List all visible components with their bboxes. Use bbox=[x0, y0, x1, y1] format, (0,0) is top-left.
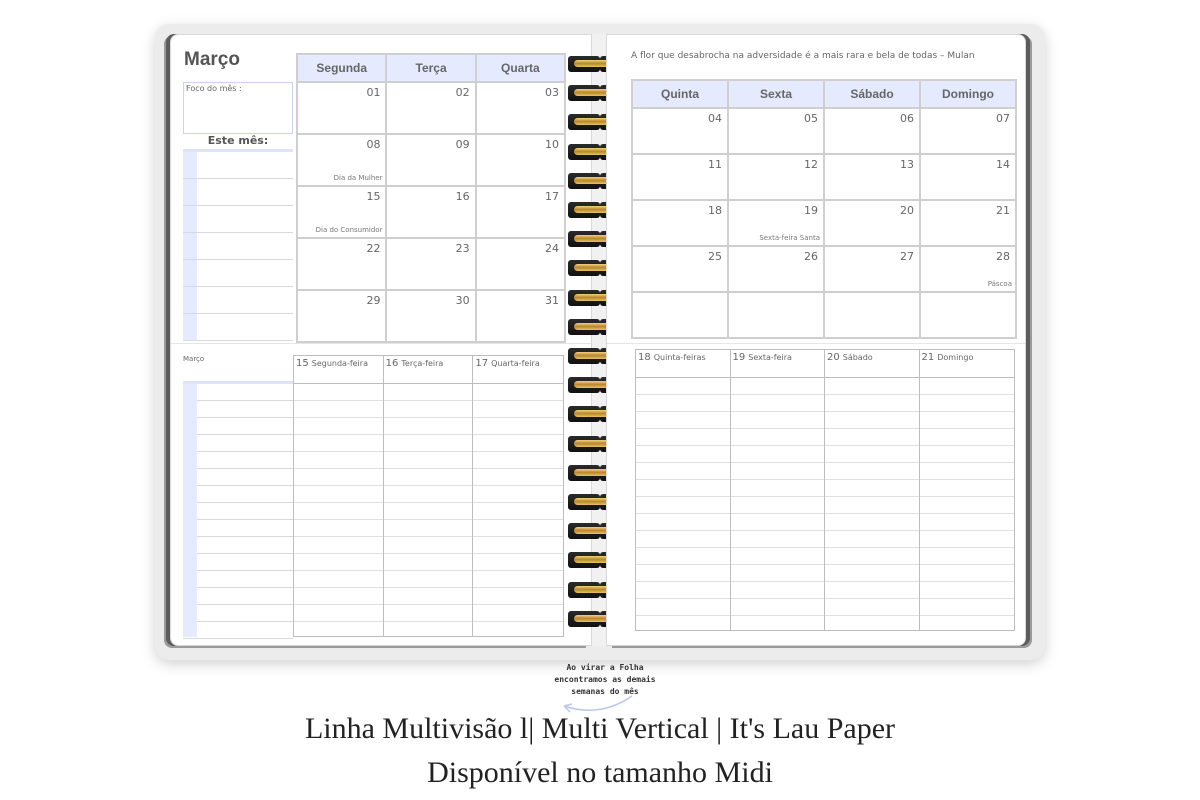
month-title: Março bbox=[184, 49, 240, 70]
calendar-day-cell bbox=[920, 292, 1016, 338]
calendar-day-cell bbox=[920, 154, 1016, 200]
calendar-week-row bbox=[632, 200, 1016, 246]
week-day-lines bbox=[384, 384, 473, 622]
day-number: 10 bbox=[545, 138, 559, 151]
ruled-line bbox=[473, 520, 563, 537]
calendar-day-cell bbox=[632, 200, 728, 246]
week-day-lines bbox=[920, 378, 1015, 616]
ruled-line bbox=[920, 446, 1015, 463]
calendar-day-cell bbox=[386, 290, 475, 342]
ruled-line bbox=[384, 520, 473, 537]
ruled-line bbox=[183, 605, 293, 622]
holiday-label: Dia da Mulher bbox=[333, 174, 383, 182]
calendar-day-cell bbox=[920, 108, 1016, 154]
calendar-day-cell bbox=[632, 108, 728, 154]
ruled-line bbox=[183, 452, 293, 469]
calendar-day-cell bbox=[824, 246, 920, 292]
calendar-week-row bbox=[632, 246, 1016, 292]
page-turn-annotation bbox=[540, 662, 670, 698]
ruled-line bbox=[920, 480, 1015, 497]
calendar-day-cell bbox=[476, 238, 565, 290]
calendar-day-cell bbox=[728, 292, 824, 338]
ruled-line bbox=[825, 429, 919, 446]
day-number: 08 bbox=[366, 138, 381, 151]
ruled-line bbox=[183, 435, 293, 452]
day-number: 19 bbox=[804, 204, 818, 217]
calendar-day-cell bbox=[728, 200, 824, 246]
week-day-lines bbox=[473, 384, 563, 622]
weekday-header: Segunda bbox=[297, 54, 386, 82]
week-day-column bbox=[294, 356, 384, 636]
week-day-column bbox=[636, 350, 731, 630]
ruled-line bbox=[183, 588, 293, 605]
calendar-day-cell bbox=[386, 82, 475, 134]
ruled-line bbox=[183, 469, 293, 486]
ruled-line bbox=[183, 260, 293, 287]
ruled-line bbox=[825, 531, 919, 548]
week-day-header bbox=[294, 356, 383, 384]
calendar-day-cell bbox=[824, 154, 920, 200]
calendar-day-cell bbox=[476, 290, 565, 342]
ruled-line bbox=[473, 452, 563, 469]
ruled-line bbox=[384, 452, 473, 469]
right-page bbox=[606, 34, 1026, 646]
ruled-line bbox=[636, 446, 730, 463]
ruled-line bbox=[384, 537, 473, 554]
day-number: 09 bbox=[455, 138, 470, 151]
day-number: 04 bbox=[708, 112, 722, 125]
day-number: 16 bbox=[455, 190, 470, 203]
ruled-line bbox=[384, 418, 473, 435]
ruled-line bbox=[384, 554, 473, 571]
holiday-label: Sexta-feira Santa bbox=[759, 234, 820, 242]
ruled-line bbox=[920, 395, 1015, 412]
week-day-header bbox=[920, 350, 1015, 378]
calendar-day-cell bbox=[920, 246, 1016, 292]
ruled-line bbox=[825, 582, 919, 599]
ruled-line bbox=[294, 588, 383, 605]
day-number: 17 bbox=[545, 190, 559, 203]
ruled-line bbox=[384, 503, 473, 520]
monthly-calendar-left bbox=[296, 53, 566, 343]
ruled-line bbox=[920, 378, 1015, 395]
calendar-week-row bbox=[297, 238, 565, 290]
ruled-line bbox=[183, 622, 293, 639]
calendar-day-cell bbox=[476, 82, 565, 134]
ruled-line bbox=[473, 503, 563, 520]
ruled-line bbox=[294, 469, 383, 486]
ruled-line bbox=[731, 378, 825, 395]
calendar-day-cell bbox=[386, 238, 475, 290]
ruled-line bbox=[384, 486, 473, 503]
ruled-line bbox=[294, 503, 383, 520]
ruled-line bbox=[825, 548, 919, 565]
week-day-column bbox=[473, 356, 563, 636]
day-number: 23 bbox=[455, 242, 470, 255]
week-day-number: 16 bbox=[385, 358, 399, 369]
ruled-line bbox=[294, 537, 383, 554]
ruled-line bbox=[294, 435, 383, 452]
ruled-line bbox=[825, 514, 919, 531]
weekday-header: Sábado bbox=[824, 80, 920, 108]
day-number: 13 bbox=[900, 158, 914, 171]
calendar-week-row bbox=[632, 292, 1016, 338]
day-number: 11 bbox=[708, 158, 722, 171]
ruled-line bbox=[636, 497, 730, 514]
calendar-week-row bbox=[632, 108, 1016, 154]
ruled-line bbox=[183, 233, 293, 260]
ruled-line bbox=[825, 497, 919, 514]
holiday-label: Páscoa bbox=[987, 280, 1012, 288]
ruled-line bbox=[920, 599, 1015, 616]
ruled-line bbox=[920, 582, 1015, 599]
ruled-line bbox=[636, 514, 730, 531]
day-number: 27 bbox=[900, 250, 914, 263]
calendar-day-cell bbox=[476, 186, 565, 238]
calendar-week-row bbox=[297, 134, 565, 186]
calendar-day-cell bbox=[728, 246, 824, 292]
este-mes-list bbox=[183, 149, 293, 341]
ruled-line bbox=[473, 418, 563, 435]
calendar-day-cell bbox=[297, 134, 386, 186]
week-day-name: Quarta-feira bbox=[491, 359, 540, 368]
ruled-line bbox=[183, 206, 293, 233]
week-day-lines bbox=[825, 378, 919, 616]
ruled-line bbox=[294, 486, 383, 503]
ruled-line bbox=[636, 463, 730, 480]
day-number: 14 bbox=[996, 158, 1010, 171]
ruled-line bbox=[183, 486, 293, 503]
day-number: 03 bbox=[545, 86, 559, 99]
ruled-line bbox=[294, 605, 383, 622]
ruled-line bbox=[825, 463, 919, 480]
ruled-line bbox=[636, 429, 730, 446]
caption-title: Linha Multivisão l| Multi Vertical | It's Lau Paper bbox=[304, 712, 896, 745]
weekday-header: Quarta bbox=[476, 54, 565, 82]
page-divider bbox=[607, 343, 1025, 344]
ruled-line bbox=[384, 469, 473, 486]
ruled-line bbox=[473, 588, 563, 605]
ruled-line bbox=[731, 582, 825, 599]
ruled-line bbox=[731, 463, 825, 480]
ruled-line bbox=[731, 514, 825, 531]
weekly-grid-right bbox=[635, 349, 1015, 631]
ruled-line bbox=[294, 571, 383, 588]
calendar-day-cell bbox=[824, 108, 920, 154]
calendar-day-cell bbox=[297, 186, 386, 238]
week-notes bbox=[183, 381, 293, 637]
focus-box bbox=[183, 82, 293, 134]
day-number: 20 bbox=[900, 204, 914, 217]
day-number: 01 bbox=[366, 86, 381, 99]
ruled-line bbox=[384, 605, 473, 622]
calendar-week-row bbox=[297, 82, 565, 134]
calendar-day-cell bbox=[824, 200, 920, 246]
ruled-line bbox=[636, 412, 730, 429]
ruled-line bbox=[473, 469, 563, 486]
ruled-line bbox=[294, 401, 383, 418]
calendar-day-cell bbox=[297, 290, 386, 342]
ruled-line bbox=[183, 418, 293, 435]
ruled-line bbox=[920, 412, 1015, 429]
ruled-line bbox=[183, 152, 293, 179]
ruled-line bbox=[183, 287, 293, 314]
calendar-week-row bbox=[297, 186, 565, 238]
calendar-day-cell bbox=[728, 154, 824, 200]
week-day-name: Domingo bbox=[937, 353, 974, 362]
calendar-day-cell bbox=[386, 134, 475, 186]
ruled-line bbox=[294, 520, 383, 537]
weekday-header: Quinta bbox=[632, 80, 728, 108]
calendar-day-cell bbox=[632, 154, 728, 200]
ruled-line bbox=[731, 429, 825, 446]
calendar-day-cell bbox=[476, 134, 565, 186]
ruled-line bbox=[920, 514, 1015, 531]
ruled-line bbox=[825, 599, 919, 616]
ruled-line bbox=[920, 463, 1015, 480]
ruled-line bbox=[825, 378, 919, 395]
week-day-lines bbox=[294, 384, 383, 622]
calendar-week-row bbox=[297, 290, 565, 342]
ruled-line bbox=[731, 446, 825, 463]
annotation-line: Ao virar a Folha bbox=[566, 663, 644, 672]
ruled-line bbox=[384, 384, 473, 401]
day-number: 24 bbox=[545, 242, 559, 255]
ruled-line bbox=[473, 605, 563, 622]
week-day-number: 19 bbox=[732, 352, 746, 363]
ruled-line bbox=[384, 588, 473, 605]
ruled-line bbox=[920, 548, 1015, 565]
ruled-line bbox=[183, 179, 293, 206]
ruled-line bbox=[183, 401, 293, 418]
monthly-calendar-right bbox=[631, 79, 1017, 339]
quote-text: A flor que desabrocha na adversidade é a mais rara e bela de todas – Mulan bbox=[631, 51, 975, 61]
day-number: 18 bbox=[708, 204, 722, 217]
weekday-header: Sexta bbox=[728, 80, 824, 108]
day-number: 21 bbox=[996, 204, 1010, 217]
ruled-line bbox=[294, 452, 383, 469]
ruled-line bbox=[636, 480, 730, 497]
ruled-line bbox=[731, 531, 825, 548]
week-day-column bbox=[384, 356, 474, 636]
week-day-number: 20 bbox=[827, 352, 840, 363]
este-mes-label: Este mês: bbox=[207, 134, 269, 147]
week-day-name: Sábado bbox=[842, 353, 873, 362]
ruled-line bbox=[731, 395, 825, 412]
day-number: 02 bbox=[455, 86, 470, 99]
ruled-line bbox=[920, 497, 1015, 514]
day-number: 28 bbox=[996, 250, 1010, 263]
week-day-lines bbox=[731, 378, 825, 616]
ruled-line bbox=[384, 401, 473, 418]
day-number: 26 bbox=[804, 250, 818, 263]
ruled-line bbox=[183, 520, 293, 537]
ruled-line bbox=[294, 384, 383, 401]
ruled-line bbox=[920, 565, 1015, 582]
calendar-day-cell bbox=[297, 82, 386, 134]
ruled-line bbox=[731, 497, 825, 514]
day-number: 15 bbox=[366, 190, 381, 203]
ruled-line bbox=[473, 384, 563, 401]
week-day-number: 18 bbox=[638, 352, 651, 363]
ruled-line bbox=[473, 401, 563, 418]
day-number: 07 bbox=[996, 112, 1010, 125]
left-page bbox=[170, 34, 592, 646]
week-day-header bbox=[825, 350, 919, 378]
ruled-line bbox=[473, 571, 563, 588]
calendar-week-row bbox=[632, 154, 1016, 200]
calendar-day-cell bbox=[297, 238, 386, 290]
ruled-line bbox=[636, 531, 730, 548]
week-day-name: Quinta-feiras bbox=[653, 353, 706, 362]
ruled-line bbox=[183, 571, 293, 588]
ruled-line bbox=[636, 582, 730, 599]
week-day-column bbox=[731, 350, 826, 630]
ruled-line bbox=[183, 314, 293, 341]
day-number: 06 bbox=[900, 112, 914, 125]
ruled-line bbox=[384, 571, 473, 588]
page-divider bbox=[171, 343, 591, 344]
week-day-column bbox=[825, 350, 920, 630]
ruled-line bbox=[294, 418, 383, 435]
week-month-label: Março bbox=[183, 355, 205, 363]
annotation-line: encontramos as demais bbox=[554, 675, 656, 684]
ruled-line bbox=[920, 531, 1015, 548]
day-number: 29 bbox=[366, 294, 381, 307]
week-day-name: Segunda-feira bbox=[311, 359, 368, 368]
week-day-lines bbox=[636, 378, 730, 616]
week-day-column bbox=[920, 350, 1015, 630]
ruled-line bbox=[731, 548, 825, 565]
ruled-line bbox=[183, 554, 293, 571]
calendar-day-cell bbox=[920, 200, 1016, 246]
ruled-line bbox=[636, 548, 730, 565]
week-day-name: Sexta-feira bbox=[748, 353, 792, 362]
focus-label: Foco do mês : bbox=[186, 84, 242, 93]
week-day-number: 17 bbox=[475, 358, 489, 369]
ruled-line bbox=[183, 537, 293, 554]
ruled-line bbox=[731, 565, 825, 582]
weekday-header: Terça bbox=[386, 54, 475, 82]
ruled-line bbox=[731, 412, 825, 429]
ruled-line bbox=[183, 384, 293, 401]
ruled-line bbox=[473, 435, 563, 452]
weekday-header: Domingo bbox=[920, 80, 1016, 108]
ruled-line bbox=[294, 554, 383, 571]
ruled-line bbox=[920, 429, 1015, 446]
caption-subtitle: Disponível no tamanho Midi bbox=[427, 756, 773, 789]
ruled-line bbox=[636, 395, 730, 412]
calendar-day-cell bbox=[824, 292, 920, 338]
ruled-line bbox=[825, 412, 919, 429]
week-day-header bbox=[473, 356, 563, 384]
day-number: 22 bbox=[366, 242, 381, 255]
day-number: 30 bbox=[455, 294, 470, 307]
ruled-line bbox=[731, 599, 825, 616]
ruled-line bbox=[825, 446, 919, 463]
ruled-line bbox=[731, 480, 825, 497]
calendar-day-cell bbox=[632, 246, 728, 292]
ruled-line bbox=[473, 554, 563, 571]
ruled-line bbox=[473, 537, 563, 554]
day-number: 12 bbox=[804, 158, 818, 171]
day-number: 25 bbox=[708, 250, 722, 263]
week-day-header bbox=[731, 350, 825, 378]
ruled-line bbox=[825, 480, 919, 497]
calendar-day-cell bbox=[632, 292, 728, 338]
calendar-day-cell bbox=[386, 186, 475, 238]
week-day-header bbox=[384, 356, 473, 384]
ruled-line bbox=[183, 503, 293, 520]
annotation-line: semanas do mês bbox=[571, 687, 639, 696]
ruled-line bbox=[384, 435, 473, 452]
calendar-day-cell bbox=[728, 108, 824, 154]
ruled-line bbox=[825, 395, 919, 412]
ruled-line bbox=[473, 486, 563, 503]
day-number: 05 bbox=[804, 112, 818, 125]
ruled-line bbox=[636, 565, 730, 582]
holiday-label: Dia do Consumidor bbox=[315, 226, 383, 234]
ruled-line bbox=[825, 565, 919, 582]
week-day-name: Terça-feira bbox=[401, 359, 444, 368]
ruled-line bbox=[636, 378, 730, 395]
week-day-number: 21 bbox=[921, 352, 935, 363]
ruled-line bbox=[636, 599, 730, 616]
week-day-header bbox=[636, 350, 730, 378]
week-day-number: 15 bbox=[296, 358, 309, 369]
weekly-grid-left bbox=[293, 355, 564, 637]
day-number: 31 bbox=[545, 294, 559, 307]
